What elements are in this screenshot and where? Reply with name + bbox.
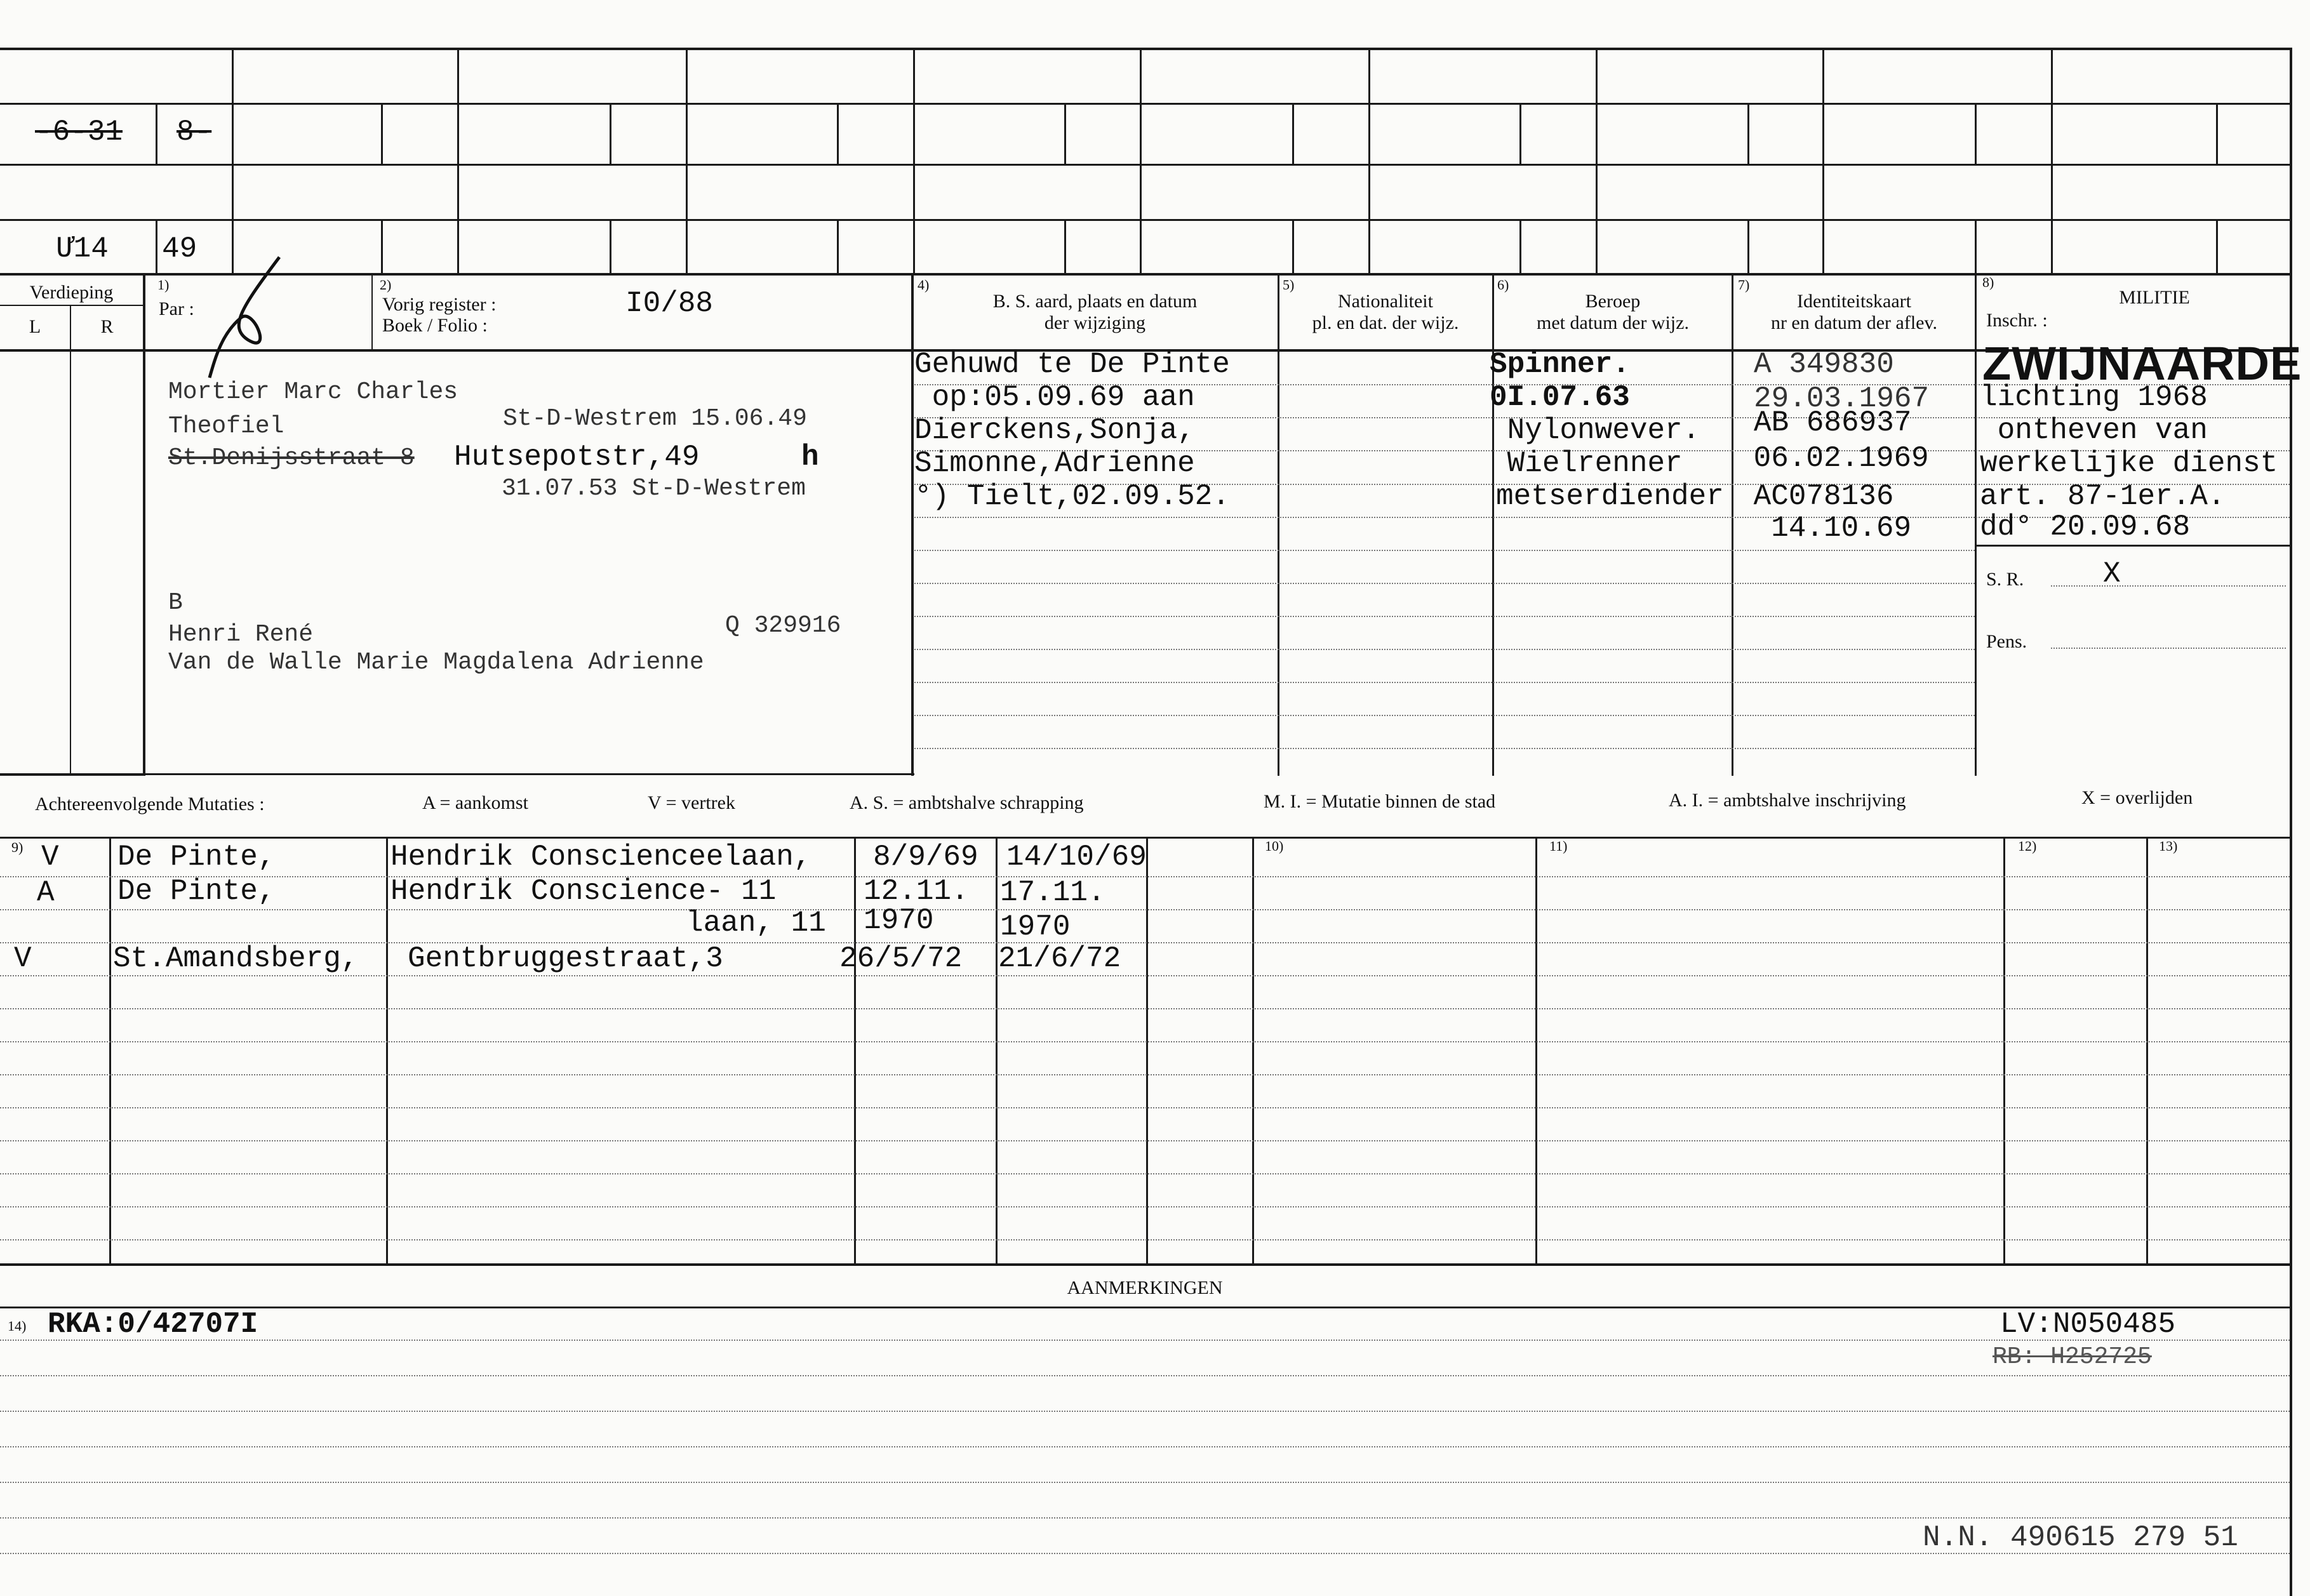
mutation-date-1: 12.11. [864,875,969,908]
mutation-type: A [37,876,55,909]
col-5-number: 5) [1283,277,1295,293]
person-name: Mortier Marc Charles [168,378,458,406]
militie-line-1: lichting 1968 [1980,381,2208,414]
mutation-type: V [14,942,32,975]
col-10-number: 10) [1265,838,1284,854]
mother-name: Van de Walle Marie Magdalena Adrienne [168,649,704,676]
civil-status-line-2: op:05.09.69 aan [914,381,1195,414]
sr-label: S. R. [1986,569,2024,590]
rb-number: RB: H252725 [1993,1343,2152,1371]
register-number: 49 [162,232,197,265]
frame-top [0,48,2292,50]
frame-right [2290,48,2292,1596]
old-number-2: 8- [177,116,212,149]
beroep-header-1: Beroep [1585,291,1641,312]
mutation-date-2: 21/6/72 [998,942,1121,975]
col-6-number: 6) [1497,277,1509,293]
vorig-register-value: I0/88 [625,287,714,320]
col-4-number: 4) [918,277,930,293]
id-line-4: 06.02.1969 [1736,442,1929,475]
col-9-number: 9) [11,839,23,855]
mutation-date-2: 17.11. [1000,876,1105,909]
legend-x: X = overlijden [2081,787,2193,808]
mutation-street: Gentbruggestraat,3 [408,942,723,975]
lv-number: LV:N050485 [2000,1308,2176,1341]
rka-number: RKA:0/42707I [48,1308,258,1341]
nationality-header-1: Nationaliteit [1338,291,1433,312]
civil-status-line-3: Dierckens,Sonja, [914,414,1195,447]
inschr-label: Inschr. : [1986,310,2048,331]
militie-header: MILITIE [2119,287,2190,308]
pens-label: Pens. [1986,631,2027,652]
col-8-number: 8) [1982,274,1994,290]
mutation-date-2: 14/10/69 [1006,841,1147,874]
legend-ai: A. I. = ambtshalve inschrijving [1669,790,1906,811]
mutation-date-1: 1970 [864,904,934,937]
mutation-street: laan, 11 [686,907,826,940]
mutation-place: St.Amandsberg, [113,942,359,975]
col-11-number: 11) [1549,838,1568,854]
id-line-2: 29.03.1967 [1754,382,1930,415]
col-13-number: 13) [2159,838,2178,854]
id-header-1: Identiteitskaart [1797,291,1911,312]
civil-status-line-5: °) Tielt,02.09.52. [914,480,1230,513]
marker-b: B [168,589,183,616]
verdieping-label: Verdieping [29,282,114,303]
mutation-place: De Pinte, [117,875,276,908]
boek-folio-label: Boek / Folio : [382,315,488,336]
remarks-title: AANMERKINGEN [1067,1277,1223,1298]
mutation-street: Hendrik Conscienceelaan, [391,841,811,874]
nationality-header-2: pl. en dat. der wijz. [1312,312,1459,333]
r-label: R [100,316,114,337]
id-line-1: A 349830 [1754,348,1894,381]
old-number: -6-31 [35,116,123,149]
militie-line-4: art. 87-1er.A. [1980,480,2226,513]
legend-title: Achtereenvolgende Mutaties : [35,794,265,815]
par-label: Par : [159,298,194,319]
beroep-line-2: 0I.07.63 [1490,381,1630,414]
father-name: Henri René [168,621,314,648]
militie-line-3: werkelijke dienst [1980,447,2278,480]
beroep-line-1: Spinner. [1490,348,1630,381]
birth-place-date: St-D-Westrem 15.06.49 [503,405,807,432]
col-1-number: 1) [157,277,170,293]
l-label: L [29,316,41,337]
mutation-date-1: 26/5/72 [839,942,963,975]
code-q: Q 329916 [725,612,841,639]
col-14-number: 14) [8,1318,27,1334]
legend-v: V = vertrek [648,792,735,813]
sr-value: X [2103,557,2121,590]
legend-as: A. S. = ambtshalve schrapping [850,792,1084,813]
national-number: N.N. 490615 279 51 [1923,1521,2238,1554]
legend-a: A = aankomst [422,792,528,813]
vorig-register-label: Vorig register : [382,294,497,315]
bs-header-2: der wijziging [1044,312,1146,333]
beroep-line-3: Nylonwever. [1490,414,1700,447]
bs-header-1: B. S. aard, plaats en datum [992,291,1198,312]
beroep-line-4: Wielrenner [1490,447,1683,480]
militie-stamp: ZWIJNAARDE [1982,337,2302,390]
mutation-type: V [41,841,59,874]
mutation-place: De Pinte, [117,841,276,874]
person-name-2: Theofiel [168,413,284,440]
mutation-date-2: 1970 [1000,910,1071,943]
civil-status-line-4: Simonne,Adrienne [914,447,1195,480]
signature-mark [203,251,292,384]
col-7-number: 7) [1738,277,1750,293]
col-2-number: 2) [380,277,392,293]
beroep-line-5: metserdiender [1496,480,1724,513]
address-mark: h [801,441,819,474]
civil-status-line-1: Gehuwd te De Pinte [914,348,1230,381]
col-12-number: 12) [2018,838,2037,854]
id-line-6: 14.10.69 [1736,512,1912,545]
mutation-street: Hendrik Conscience- 11 [391,875,777,908]
old-address: St.Denijsstraat 8 [168,444,415,472]
mutation-date-1: 8/9/69 [873,841,978,874]
register-code: Ư14 [56,232,109,265]
militie-line-5: dd° 20.09.68 [1980,510,2191,543]
id-line-3: AB 686937 [1754,406,1912,439]
address: Hutsepotstr,49 [454,441,700,474]
id-line-5: AC078136 [1736,480,1894,513]
legend-mi: M. I. = Mutatie binnen de stad [1264,791,1496,812]
since-date: 31.07.53 St-D-Westrem [502,475,806,502]
beroep-header-2: met datum der wijz. [1537,312,1689,333]
id-header-2: nr en datum der aflev. [1770,312,1938,333]
militie-line-2: ontheven van [1980,414,2208,447]
